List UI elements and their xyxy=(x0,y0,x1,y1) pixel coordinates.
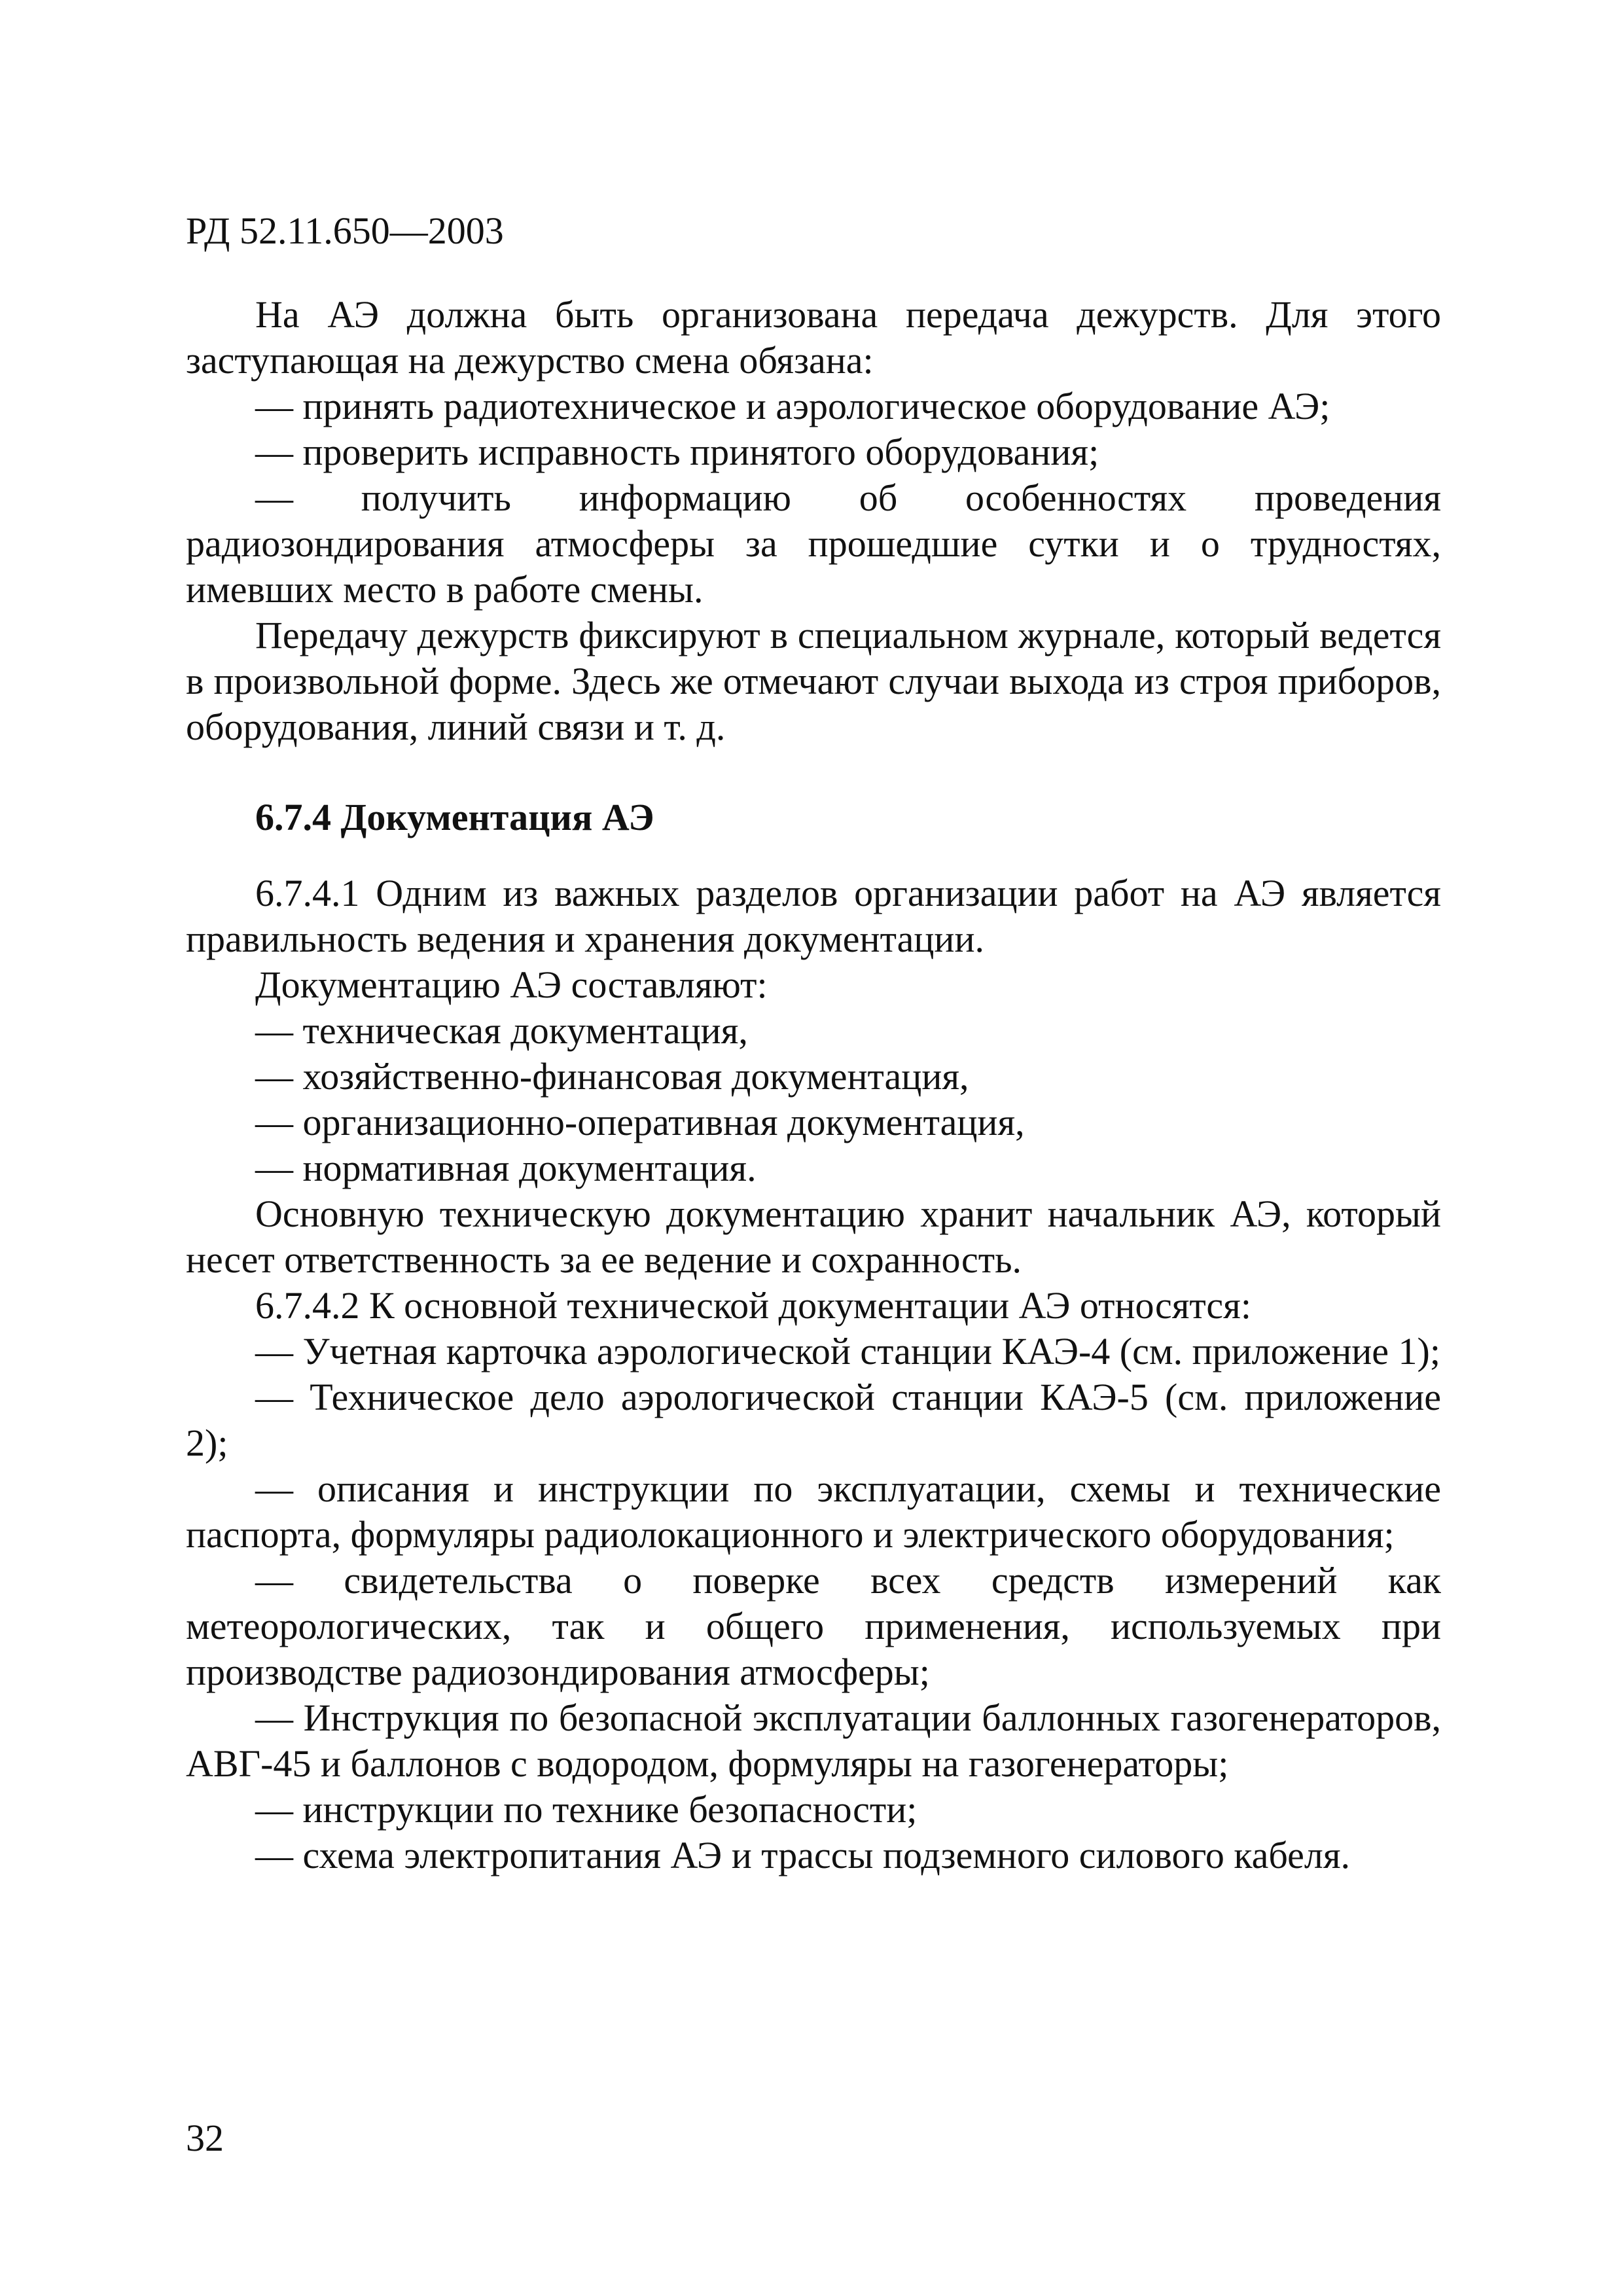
paragraph: 6.7.4.1 Одним из важных разделов организации работ на АЭ является правильность ведения и хранения документации. xyxy=(186,872,1441,960)
list-item: — проверить исправность принятого оборудования; xyxy=(255,431,1099,473)
body-text xyxy=(186,292,1441,1878)
list-item: — Учетная карточка аэрологической станции КАЭ-4 (см. приложение 1); xyxy=(255,1330,1440,1372)
running-header: РД 52.11.650—2003 xyxy=(186,209,504,252)
list-item: — инструкции по технике безопасности; xyxy=(255,1788,918,1831)
list-item: — описания и инструкции по эксплуатации, схемы и технические паспорта, формуляры радиолокационного и электрического оборудования; xyxy=(186,1467,1441,1556)
list-item: — свидетельства о поверке всех средств измерений как метеорологических, так и общего применения, используемых при производстве радиозондирования атмосферы; xyxy=(186,1559,1441,1693)
paragraph: Документацию АЭ составляют: xyxy=(255,963,768,1006)
page-number: 32 xyxy=(186,2117,224,2159)
list-item: — Техническое дело аэрологической станции КАЭ-5 (см. приложение 2); xyxy=(186,1376,1441,1464)
paragraph: 6.7.4.2 К основной технической документации АЭ относятся: xyxy=(255,1284,1251,1327)
section-heading: 6.7.4 Документация АЭ xyxy=(255,796,654,838)
list-item: — техническая документация, xyxy=(255,1009,748,1052)
list-item: — принять радиотехническое и аэрологическое оборудование АЭ; xyxy=(255,385,1330,427)
paragraph: На АЭ должна быть организована передача дежурств. Для этого заступающая на дежурство смена обязана: xyxy=(186,293,1441,382)
list-item: — получить информацию об особенностях проведения радиозондирования атмосферы за прошедшие сутки и о трудностях, имевших место в работе смены. xyxy=(186,476,1441,611)
paragraph: Передачу дежурств фиксируют в специальном журнале, который ведется в произвольной форме. Здесь же отмечают случаи выхода из строя приборов, оборудования, линий связи и т. д. xyxy=(186,614,1441,748)
paragraph: Основную техническую документацию хранит начальник АЭ, который несет ответственность за ее ведение и сохранность. xyxy=(186,1193,1441,1281)
list-item: — нормативная документация. xyxy=(255,1147,757,1189)
list-item: — хозяйственно-финансовая документация, xyxy=(255,1055,969,1098)
list-item: — организационно-оперативная документация, xyxy=(255,1101,1025,1143)
list-item: — Инструкция по безопасной эксплуатации баллонных газогенераторов, АВГ-45 и баллонов с водородом, формуляры на газогенераторы; xyxy=(186,1696,1441,1785)
list-item: — схема электропитания АЭ и трассы подземного силового кабеля. xyxy=(255,1834,1351,1876)
